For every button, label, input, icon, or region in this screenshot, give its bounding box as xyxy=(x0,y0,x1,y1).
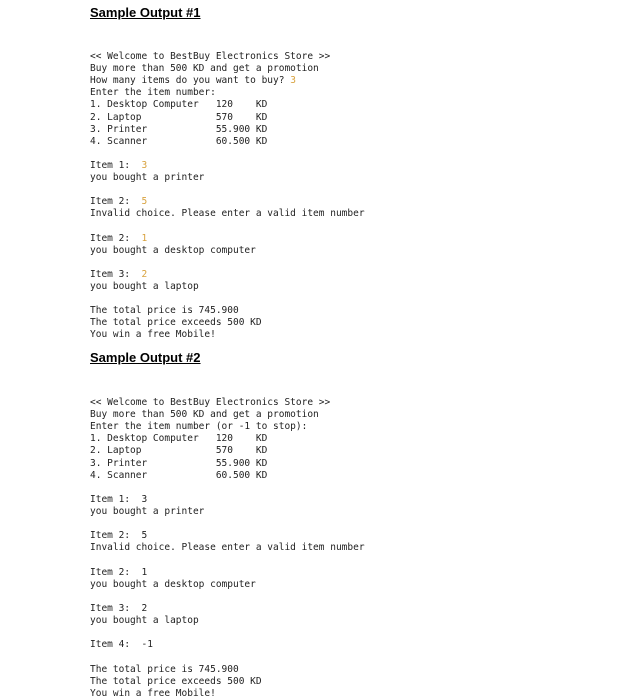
item-prompt-line xyxy=(90,639,153,651)
how-many-prompt: How many items do you want to buy? xyxy=(90,75,291,87)
item-prompt-line xyxy=(90,567,256,579)
item-prompt: Item 2: xyxy=(90,233,142,245)
menu-item-1: 1. Desktop Computer 120 KD xyxy=(90,99,268,111)
sample-output-2-item-2-invalid xyxy=(90,518,365,554)
item-input-value: 1 xyxy=(141,233,148,245)
win-line: You win a free Mobile! xyxy=(90,688,216,700)
item-result: you bought a laptop xyxy=(90,615,199,627)
win-line: You win a free Mobile! xyxy=(90,329,216,341)
menu-item-1: 1. Desktop Computer 120 KD xyxy=(90,433,268,445)
enter-item-line: Enter the item number: xyxy=(90,87,216,99)
sample-output-2-item-4 xyxy=(90,627,153,651)
menu-item-3: 3. Printer 55.900 KD xyxy=(90,123,268,135)
item-prompt-line xyxy=(90,160,204,172)
item-prompt: Item 4: xyxy=(90,639,142,651)
item-prompt: Item 3: xyxy=(90,603,142,615)
menu-item-2: 2. Laptop 570 KD xyxy=(90,445,268,457)
item-result: you bought a laptop xyxy=(90,281,199,293)
exceeds-line: The total price exceeds 500 KD xyxy=(90,317,262,329)
enter-item-line: Enter the item number (or -1 to stop): xyxy=(90,421,308,433)
item-prompt-line xyxy=(90,494,204,506)
sample-output-2-item-1 xyxy=(90,482,204,518)
sample-output-2-summary xyxy=(90,652,262,700)
item-result: Invalid choice. Please enter a valid item number xyxy=(90,542,365,554)
sample-output-1-item-2 xyxy=(90,221,256,257)
item-prompt: Item 3: xyxy=(90,269,142,281)
how-many-input-value: 3 xyxy=(290,75,296,87)
item-prompt-line xyxy=(90,269,199,281)
item-input-value: 5 xyxy=(141,530,148,542)
item-input-value: -1 xyxy=(141,639,153,651)
menu-item-3: 3. Printer 55.900 KD xyxy=(90,457,268,469)
greeting-line: << Welcome to BestBuy Electronics Store >> xyxy=(90,397,331,409)
sample-output-2-item-2 xyxy=(90,555,256,591)
how-many-line xyxy=(90,75,330,87)
item-input-value: 3 xyxy=(141,160,148,172)
item-result: you bought a desktop computer xyxy=(90,579,256,591)
menu-item-2: 2. Laptop 570 KD xyxy=(90,111,268,123)
total-price-line: The total price is 745.900 xyxy=(90,305,239,317)
item-prompt-line xyxy=(90,530,365,542)
exceeds-line: The total price exceeds 500 KD xyxy=(90,676,262,688)
sample-output-1-item-3 xyxy=(90,257,199,293)
sample-output-2-title: Sample Output #2 xyxy=(90,350,201,365)
greeting-line: << Welcome to BestBuy Electronics Store >> xyxy=(90,51,331,63)
item-prompt: Item 2: xyxy=(90,196,142,208)
sample-output-1-item-2-invalid xyxy=(90,184,365,220)
item-result: Invalid choice. Please enter a valid item number xyxy=(90,208,365,220)
item-prompt: Item 1: xyxy=(90,160,142,172)
item-result: you bought a desktop computer xyxy=(90,245,256,257)
item-prompt-line xyxy=(90,233,256,245)
item-prompt-line xyxy=(90,196,365,208)
menu-item-4: 4. Scanner 60.500 KD xyxy=(90,135,268,147)
item-input-value: 1 xyxy=(141,567,148,579)
item-prompt: Item 2: xyxy=(90,530,142,542)
item-input-value: 2 xyxy=(141,603,148,615)
item-result: you bought a printer xyxy=(90,506,205,518)
menu-item-4: 4. Scanner 60.500 KD xyxy=(90,469,268,481)
item-input-value: 5 xyxy=(141,196,148,208)
item-result: you bought a printer xyxy=(90,172,205,184)
sample-output-2-header-block xyxy=(90,385,330,482)
promo-line: Buy more than 500 KD and get a promotion xyxy=(90,409,319,421)
sample-output-1-item-1 xyxy=(90,148,204,184)
total-price-line: The total price is 745.900 xyxy=(90,664,239,676)
item-prompt-line xyxy=(90,603,199,615)
sample-output-1-title: Sample Output #1 xyxy=(90,5,201,20)
item-input-value: 3 xyxy=(141,494,148,506)
item-prompt: Item 2: xyxy=(90,567,142,579)
sample-output-1-header-block xyxy=(90,39,330,148)
sample-output-1-summary xyxy=(90,293,262,341)
sample-output-2-item-3 xyxy=(90,591,199,627)
promo-line: Buy more than 500 KD and get a promotion xyxy=(90,63,319,75)
item-input-value: 2 xyxy=(141,269,148,281)
item-prompt: Item 1: xyxy=(90,494,142,506)
